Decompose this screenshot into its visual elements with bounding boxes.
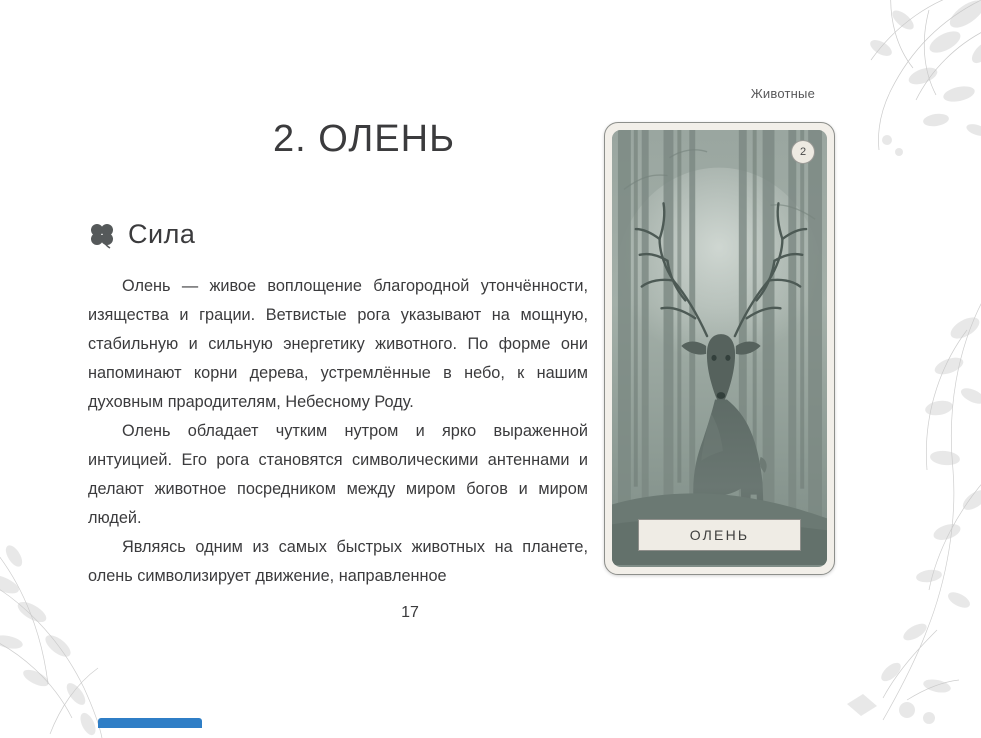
paragraph: Олень — живое воплощение благородной утончённости, изящества и грации. Ветвистые рога указывают на мощную, стабильную и сильную энергетику животного. По форме они напоминают корни дерева, устремлённые в небо, к нашим духовным прародителям, Небесному Роду. [88, 277, 588, 411]
card-number-badge: 2 [791, 140, 815, 164]
tarot-card-inner [612, 130, 827, 567]
body-text [88, 272, 588, 591]
tarot-card [604, 122, 835, 575]
keyword-row [88, 219, 588, 250]
blue-tab-artifact [98, 718, 202, 728]
page-number: 17 [401, 604, 419, 621]
text-column [88, 118, 588, 591]
keyword-label: Сила [128, 219, 196, 249]
paragraph: Являясь одним из самых быстрых животных на планете, олень символизирует движение, направленное [88, 538, 588, 585]
paragraph: Олень обладает чутким нутром и ярко выраженной интуицией. Его рога становятся символическими антеннами и делают животное посредником между миром богов и миром людей. [88, 422, 588, 527]
running-head: Животные [750, 86, 815, 101]
clover-icon [88, 221, 116, 249]
card-title-label: ОЛЕНЬ [638, 519, 801, 551]
deer-in-forest-illustration [612, 130, 827, 565]
page-title: 2. ОЛЕНЬ [272, 118, 456, 160]
